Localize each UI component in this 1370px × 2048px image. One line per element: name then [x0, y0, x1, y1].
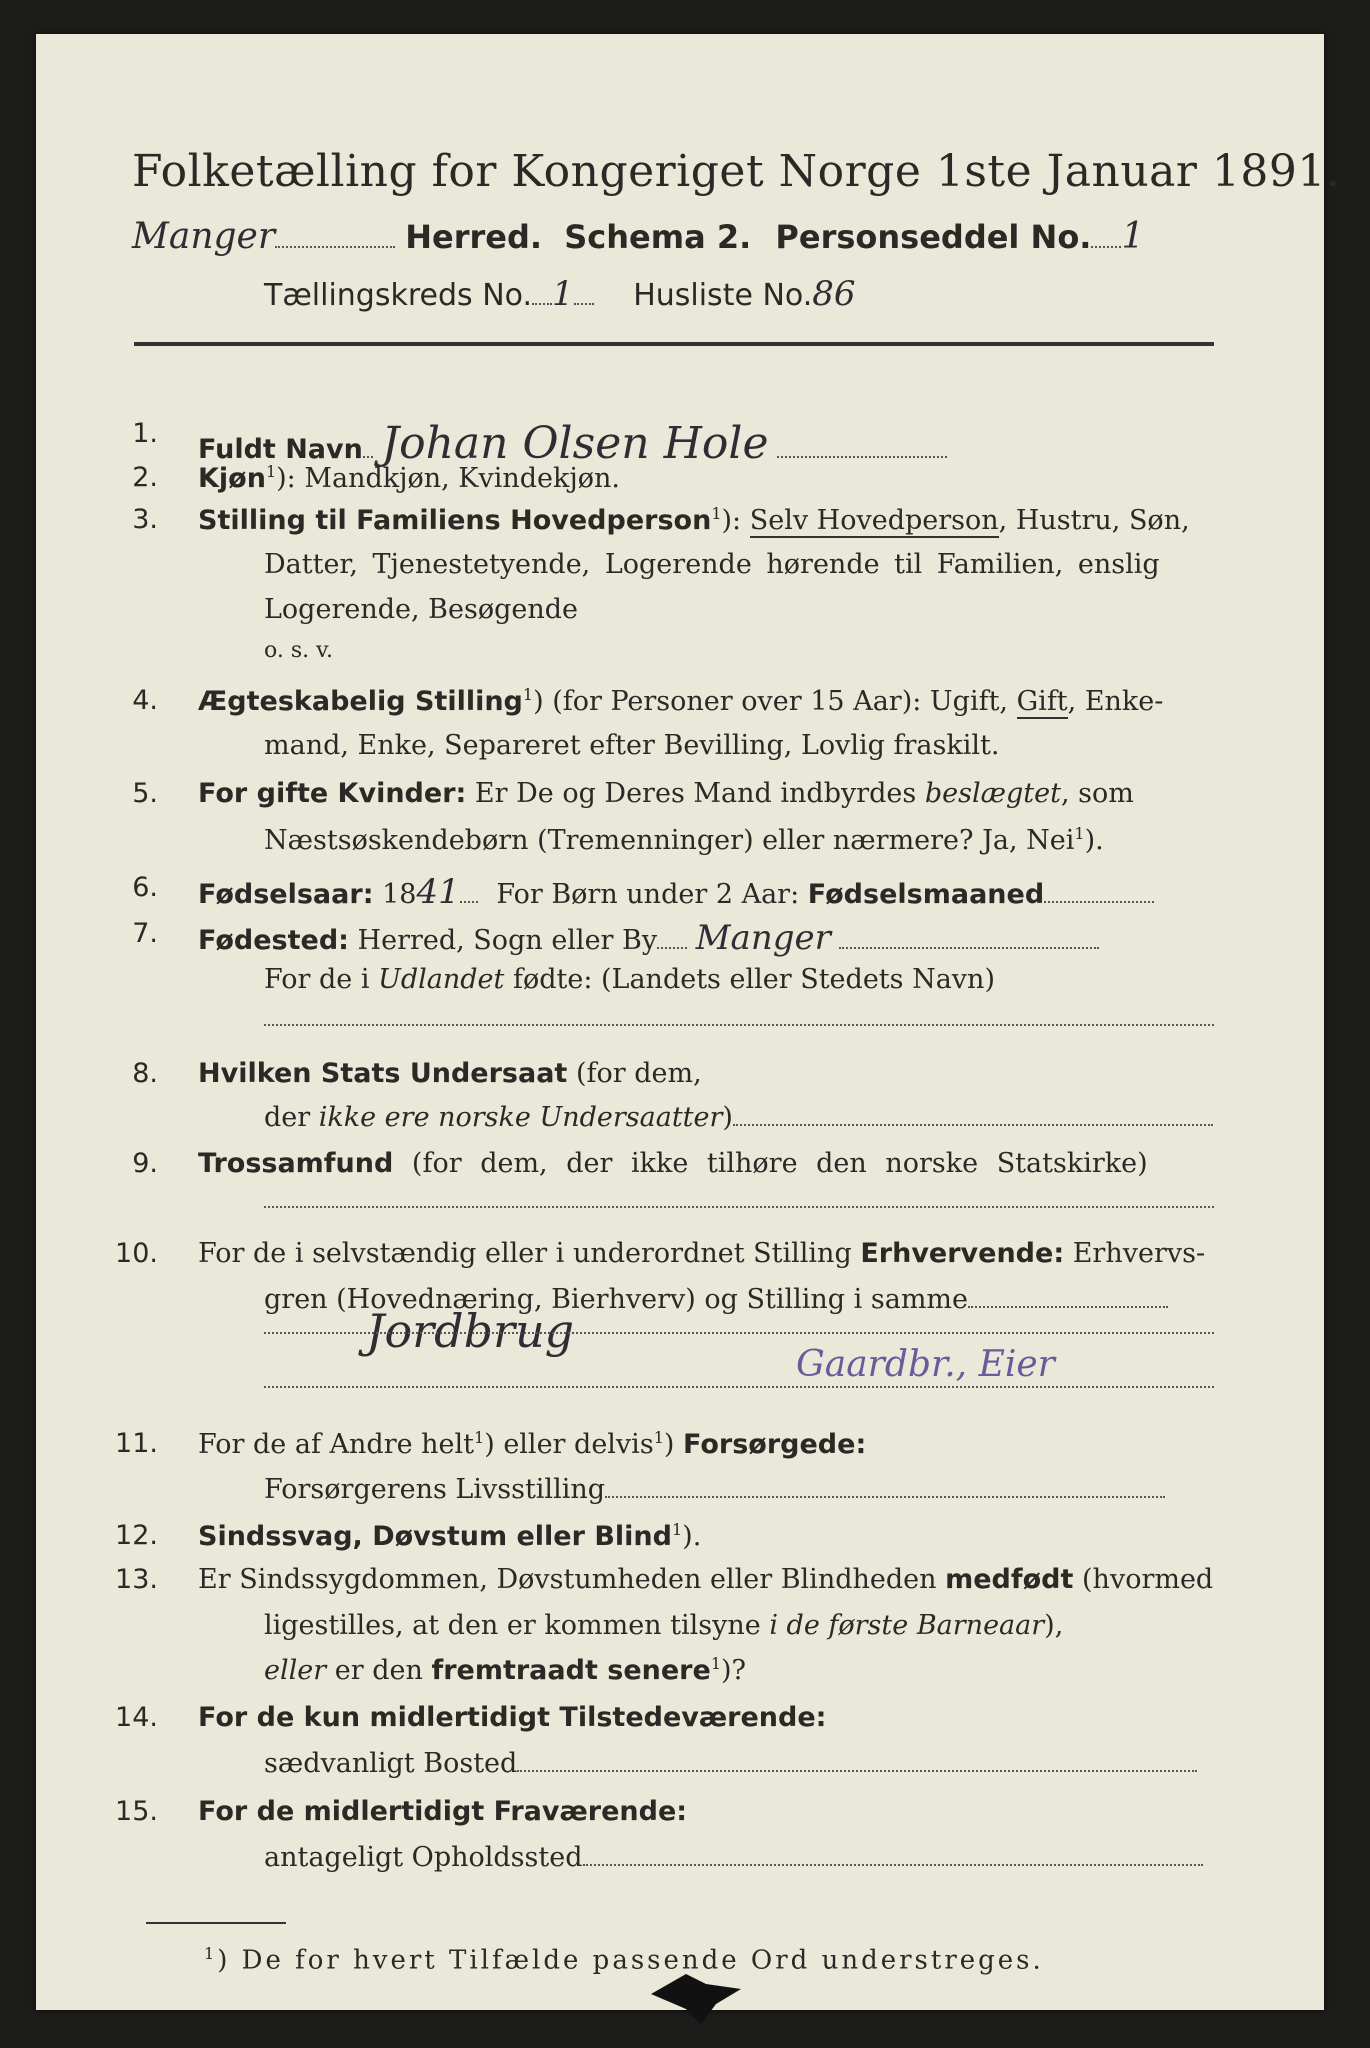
q6-label: Fødselsaar: — [198, 879, 374, 910]
q12-row: Sindssvag, Døvstum eller Blind$^1$). — [198, 1520, 702, 1552]
q3-line-4: o. s. v. — [264, 638, 333, 663]
footnote-divider — [146, 1922, 286, 1924]
q14-row — [198, 1702, 826, 1733]
q10-row: For de i selvstændig eller i underordnet Stilling Erhvervende: Erhvervs- — [198, 1238, 1206, 1269]
q15-label: For de midlertidigt Fraværende: — [198, 1796, 688, 1827]
q15-line-2: antageligt Opholdssted — [264, 1842, 1203, 1873]
q11-label: Forsørgede: — [683, 1429, 867, 1460]
q3-line-2: Datter, Tjenestetyende, Logerende hørende til Familien, enslig — [264, 549, 1160, 580]
q10-label: Erhvervende: — [860, 1238, 1065, 1269]
schema-label: Schema 2. — [564, 218, 752, 256]
q10-value-occupation: Jordbrug — [366, 1304, 575, 1358]
q5-label: For gifte Kvinder: — [198, 778, 467, 809]
herred-label: Herred. — [405, 218, 543, 256]
footnote: $^1$) De for hvert Tilfælde passende Ord understreges. — [204, 1944, 1044, 1976]
q8-row: Hvilken Stats Undersaat (for dem, — [198, 1058, 702, 1089]
q7-value: Manger — [695, 918, 831, 958]
q15-row — [198, 1796, 687, 1827]
q10-answer-line-1 — [264, 1332, 1214, 1334]
q5-line-2: Næstsøskendebørn (Tremenninger) eller nærmere? Ja, Nei$^1$). — [264, 824, 1104, 856]
q9-label: Trossamfund — [198, 1148, 394, 1179]
q7-label: Fødested: — [198, 925, 349, 956]
q12-number: 12. — [115, 1520, 158, 1551]
q9-number: 9. — [132, 1148, 158, 1179]
q3-selected-answer: Selv Hovedperson — [749, 505, 999, 536]
q8-label: Hvilken Stats Undersaat — [198, 1058, 568, 1089]
q4-label: Ægteskabelig Stilling — [198, 686, 523, 717]
q10-line-2: gren (Hovednæring, Bierhverv) og Stilling i samme — [264, 1284, 1168, 1315]
q5-number: 5. — [132, 778, 158, 809]
q1-label: Fuldt Navn — [198, 434, 363, 465]
q7-row: Fødested: Herred, Sogn eller By Manger — [198, 918, 1099, 958]
header-line-2 — [264, 274, 856, 314]
q6-number: 6. — [132, 872, 158, 903]
q6-row: Fødselsaar: 1841 For Børn under 2 Aar: Fødselsmaaned — [198, 872, 1154, 912]
header-line-1 — [132, 216, 1144, 257]
form-title: Folketælling for Kongeriget Norge 1ste Januar 1891. — [132, 146, 1341, 197]
q5-row: For gifte Kvinder: Er De og Deres Mand indbyrdes beslægtet, som — [198, 778, 1134, 809]
q4-row: Ægteskabelig Stilling$^1$) (for Personer over 15 Aar): Ugift, Gift, Enke- — [198, 685, 1164, 717]
q10-number: 10. — [115, 1238, 158, 1269]
q2-label: Kjøn — [198, 463, 266, 494]
q9-row: Trossamfund (for dem, der ikke tilhøre den norske Statskirke) — [198, 1148, 1148, 1179]
q14-line-2: sædvanligt Bosted — [264, 1748, 1197, 1779]
q7-number: 7. — [132, 918, 158, 949]
personseddel-value: 1 — [1121, 216, 1145, 257]
census-form-sheet — [36, 34, 1341, 2010]
q11-line-2: Forsørgerens Livsstilling — [264, 1474, 1165, 1505]
q14-number: 14. — [115, 1702, 158, 1733]
q10-value-position: Gaardbr., Eier — [796, 1344, 1055, 1385]
q13-line-2: ligestilles, at den er kommen tilsyne i de første Barneaar), — [264, 1610, 1064, 1641]
q8-number: 8. — [132, 1058, 158, 1089]
q15-number: 15. — [115, 1796, 158, 1827]
q13-line-3: eller er den fremtraadt senere$^1$)? — [264, 1654, 747, 1686]
q13-row: Er Sindssygdommen, Døvstumheden eller Blindheden medfødt (hvormed — [198, 1564, 1214, 1595]
q3-label: Stilling til Familiens Hovedperson — [198, 505, 712, 536]
ink-blot-mark — [646, 1964, 756, 2034]
q12-label: Sindssvag, Døvstum eller Blind — [198, 1521, 672, 1552]
q11-row: For de af Andre helt$^1$) eller delvis$^1$) Forsørgede: — [198, 1428, 867, 1460]
personseddel-label: Personseddel No. — [775, 218, 1092, 256]
q13-label: medfødt — [945, 1564, 1074, 1595]
q7-answer-line — [264, 1024, 1214, 1026]
q3-line-3: Logerende, Besøgende — [264, 594, 578, 625]
kreds-label: Tællingskreds No. — [264, 278, 532, 313]
header-divider — [134, 342, 1214, 346]
herred-value: Manger — [132, 216, 276, 257]
q1-number: 1. — [132, 418, 158, 449]
q3-number: 3. — [132, 504, 158, 535]
q13-number: 13. — [115, 1564, 158, 1595]
kreds-value: 1 — [552, 274, 574, 314]
q11-number: 11. — [115, 1428, 158, 1459]
husliste-label: Husliste No. — [633, 278, 813, 313]
q6-value: 41 — [416, 872, 460, 912]
q4-line-2: mand, Enke, Separeret efter Bevilling, Lovlig fraskilt. — [264, 730, 1000, 761]
q7-line-2: For de i Udlandet fødte: (Landets eller Stedets Navn) — [264, 964, 995, 995]
q9-answer-line — [264, 1206, 1214, 1208]
q4-selected-answer: Gift — [1016, 686, 1068, 717]
q14-label: For de kun midlertidigt Tilstedeværende: — [198, 1702, 827, 1733]
q10-answer-line-2 — [264, 1386, 1214, 1388]
q4-number: 4. — [132, 685, 158, 716]
q1-value: Johan Olsen Hole — [381, 418, 769, 469]
husliste-value: 86 — [812, 274, 856, 314]
q2-number: 2. — [132, 462, 158, 493]
q2-row: Kjøn$^1$): Mandkjøn, Kvindekjøn. — [198, 462, 620, 494]
q8-line-2: der ikke ere norske Undersaatter) — [264, 1102, 1213, 1133]
q3-row: Stilling til Familiens Hovedperson$^1$): Selv Hovedperson, Hustru, Søn, — [198, 504, 1190, 536]
